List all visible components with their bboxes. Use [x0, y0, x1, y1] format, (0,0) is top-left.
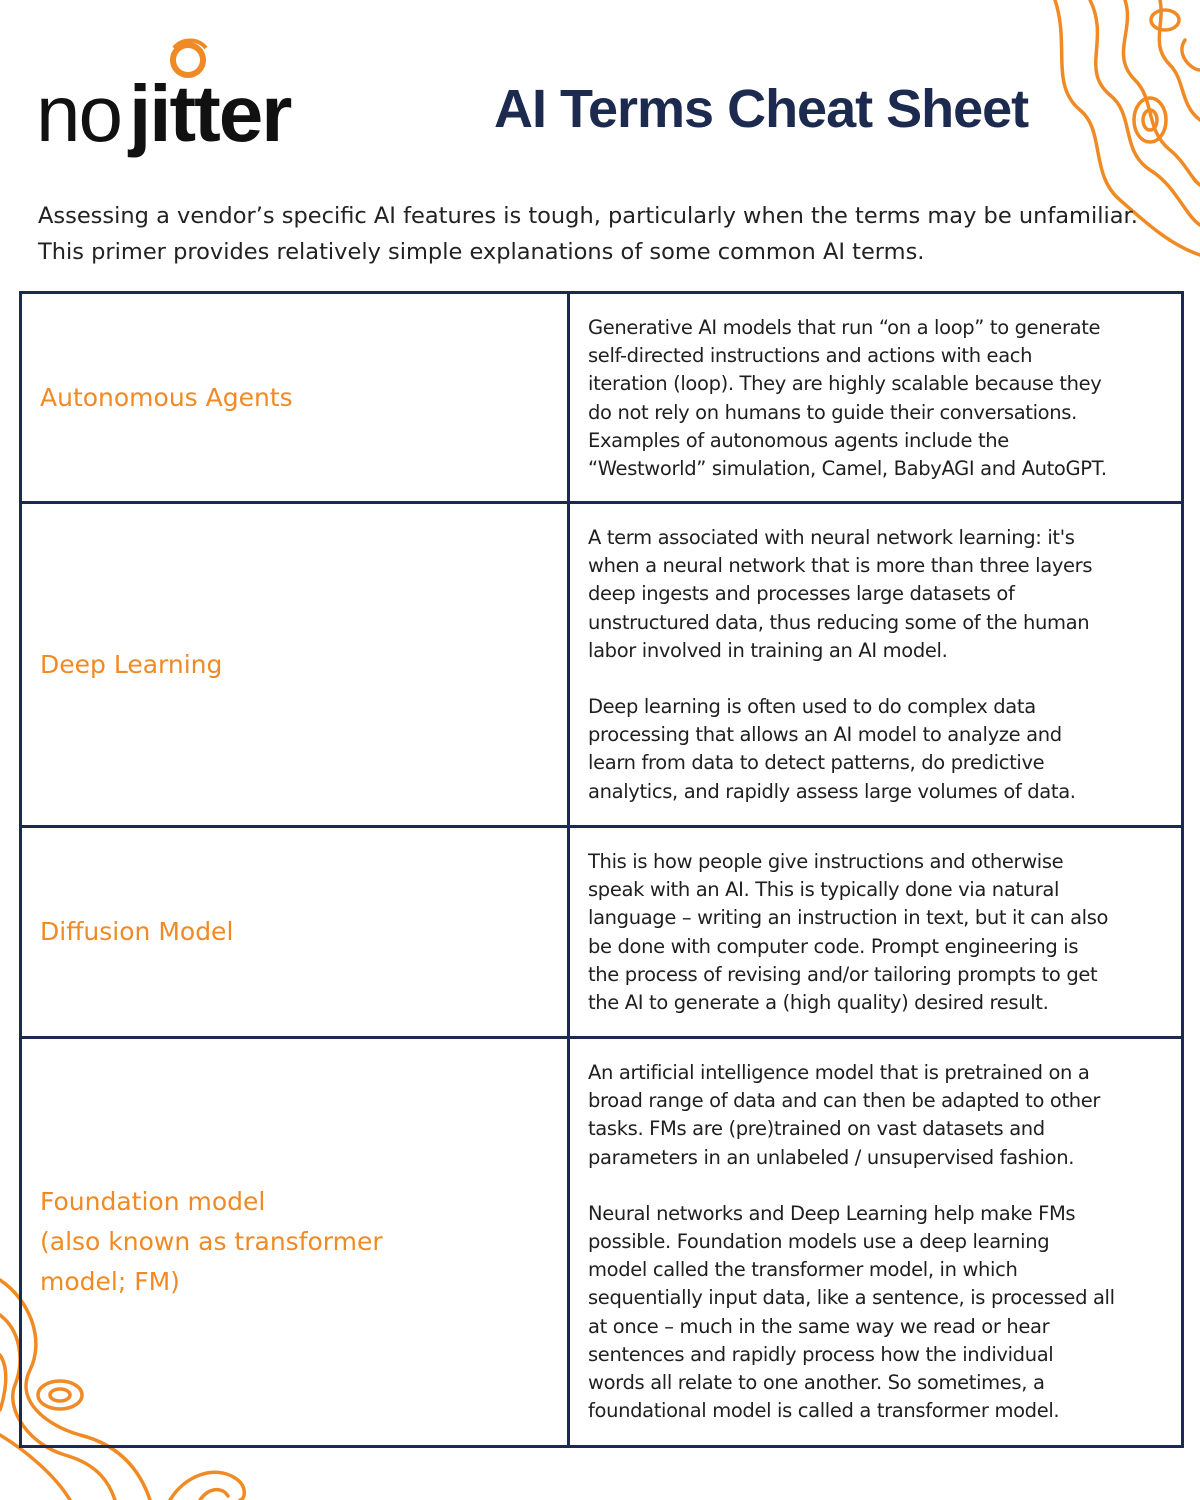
term-name: Diffusion Model — [40, 917, 234, 946]
term-cell — [21, 293, 569, 503]
logo-wordmark — [36, 69, 291, 158]
definition-paragraph: Deep learning is often used to do complex data processing that allows an AI model to analyze and learn from data to detect patterns, do predictive analytics, and rapidly assess large volumes of data. — [588, 695, 1076, 803]
table-row — [21, 827, 1183, 1038]
term-cell — [21, 503, 569, 827]
term-cell — [21, 827, 569, 1038]
logo-word-no: no — [36, 69, 121, 158]
term-name: Foundation model (also known as transformer model; FM) — [40, 1187, 383, 1296]
no-jitter-logo — [36, 36, 336, 158]
definition-paragraph: This is how people give instructions and otherwise speak with an AI. This is typically done via natural language – writing an instruction in text, but it can also be done with computer code. Prompt engineering is the process of revising and/or tailoring prompts to get the AI to generate a (high quality) desired result. — [588, 850, 1109, 1015]
definition-cell — [569, 827, 1183, 1038]
definition-paragraph: Generative AI models that run “on a loop” to generate self-directed instructions and actions with each iteration (loop). They are highly scalable because they do not rely on humans to guide their conversations. Examples of autonomous agents include the “Westworld” simulation, Camel, BabyAGI and AutoGPT. — [588, 316, 1107, 481]
intro-paragraph: Assessing a vendor’s specific AI features is tough, particularly when the terms may be unfamiliar. This primer provides relatively simple explanations of some common AI terms. — [38, 203, 1138, 265]
table-row — [21, 293, 1183, 503]
term-name: Deep Learning — [40, 649, 223, 679]
definition-paragraph: A term associated with neural network learning: it's when a neural network that is more than three layers deep ingests and processes large datasets of unstructured data, thus reducing some of the human labor involved in training an AI model. — [588, 526, 1093, 662]
logo-word-jitter: jitter — [128, 69, 291, 158]
term-cell — [21, 1038, 569, 1447]
definition-paragraph: An artificial intelligence model that is pretrained on a broad range of data and can then be adapted to other tasks. FMs are (pre)trained on vast datasets and parameters in an unlabeled / unsupervised fashion. — [588, 1061, 1101, 1169]
page-title: AI Terms Cheat Sheet — [494, 79, 1029, 139]
definition-paragraph: Neural networks and Deep Learning help make FMs possible. Foundation models use a deep learning model called the transformer model, in which sequentially input data, like a sentence, is processed all at once – much in the same way we read or hear sentences and rapidly process how the individual words all relate to one another. So sometimes, a foundational model is called a transformer model. — [588, 1201, 1115, 1423]
terms-table — [19, 291, 1184, 1448]
term-name: Autonomous Agents — [40, 382, 293, 412]
table-row — [21, 503, 1183, 827]
definition-cell — [569, 293, 1183, 503]
definition-cell — [569, 1038, 1183, 1447]
definition-cell — [569, 503, 1183, 827]
table-row — [21, 1038, 1183, 1447]
